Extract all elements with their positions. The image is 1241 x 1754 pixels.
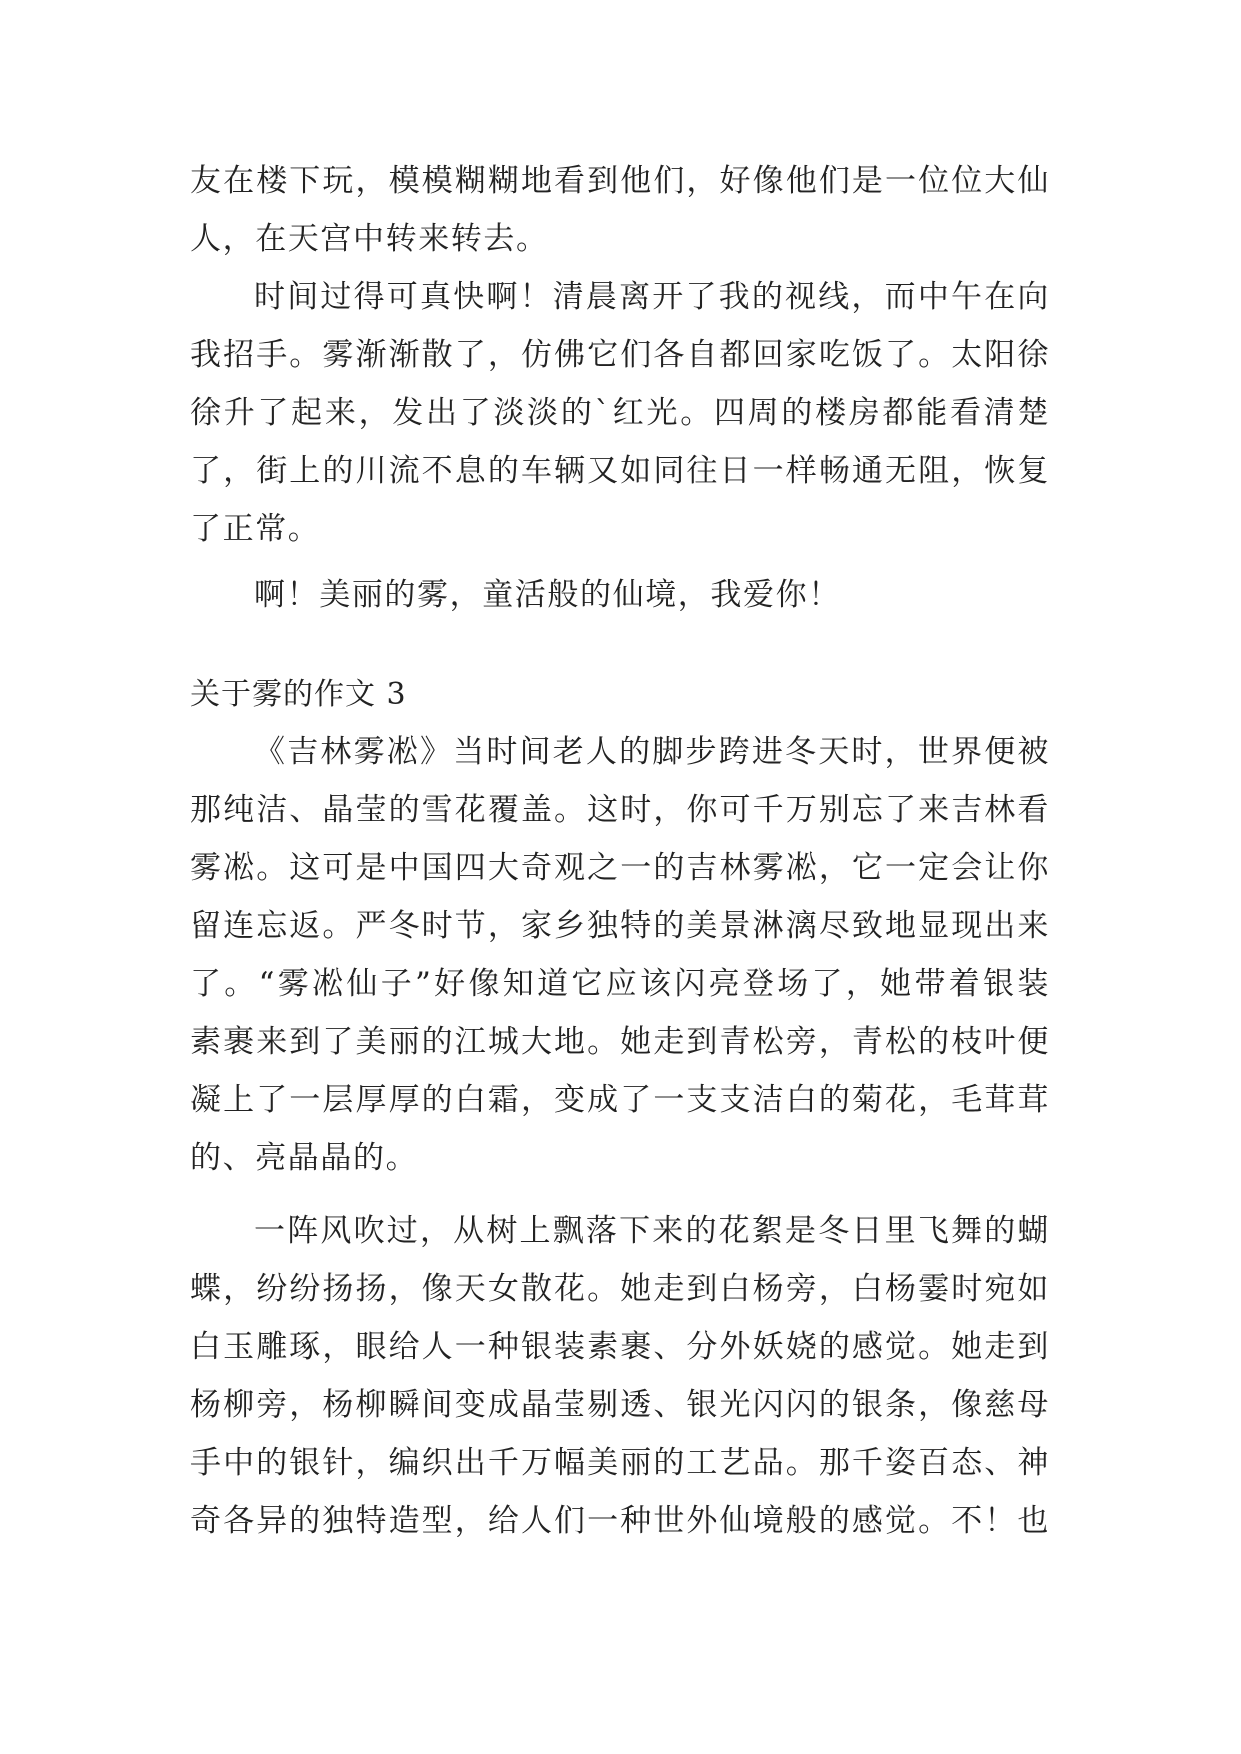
- section-title: 关于雾的作文 3: [190, 677, 407, 712]
- text-line: 《吉林雾凇》当时间老人的脚步跨进冬天时，世界便被: [254, 734, 1050, 770]
- text-line: 的、亮晶晶的。: [190, 1140, 419, 1176]
- text-line: 素裹来到了美丽的江城大地。她走到青松旁，青松的枝叶便: [190, 1024, 1050, 1060]
- text-line: 奇各异的独特造型，给人们一种世外仙境般的感觉。不！也: [190, 1503, 1050, 1539]
- text-line: 了正常。: [190, 511, 321, 547]
- text-line: 那纯洁、晶莹的雪花覆盖。这时，你可千万别忘了来吉林看: [190, 792, 1050, 828]
- text-line: 雾凇。这可是中国四大奇观之一的吉林雾凇，它一定会让你: [190, 850, 1050, 886]
- text-line: 友在楼下玩，模模糊糊地看到他们，好像他们是一位位大仙: [190, 163, 1050, 199]
- text-line: 徐升了起来，发出了淡淡的`红光。四周的楼房都能看清楚: [190, 395, 1050, 431]
- text-line: 白玉雕琢，眼给人一种银装素裹、分外妖娆的感觉。她走到: [190, 1329, 1050, 1365]
- text-line: 人，在天宫中转来转去。: [190, 221, 549, 257]
- text-line: 了。“雾凇仙子”好像知道它应该闪亮登场了，她带着银装: [190, 966, 1050, 1002]
- text-line: 啊！美丽的雾，童活般的仙境，我爱你！: [254, 577, 841, 613]
- text-line: 蝶，纷纷扬扬，像天女散花。她走到白杨旁，白杨霎时宛如: [190, 1271, 1050, 1307]
- text-line: 留连忘返。严冬时节，家乡独特的美景淋漓尽致地显现出来: [190, 908, 1050, 944]
- text-line: 时间过得可真快啊！清晨离开了我的视线，而中午在向: [254, 279, 1050, 315]
- text-line: 凝上了一层厚厚的白霜，变成了一支支洁白的菊花，毛茸茸: [190, 1082, 1050, 1118]
- text-line: 一阵风吹过，从树上飘落下来的花絮是冬日里飞舞的蝴: [254, 1213, 1050, 1249]
- text-line: 手中的银针，编织出千万幅美丽的工艺品。那千姿百态、神: [190, 1445, 1050, 1481]
- text-line: 杨柳旁，杨柳瞬间变成晶莹剔透、银光闪闪的银条，像慈母: [190, 1387, 1050, 1423]
- text-line: 我招手。雾渐渐散了，仿佛它们各自都回家吃饭了。太阳徐: [190, 337, 1050, 373]
- text-line: 了，街上的川流不息的车辆又如同往日一样畅通无阻，恢复: [190, 453, 1050, 489]
